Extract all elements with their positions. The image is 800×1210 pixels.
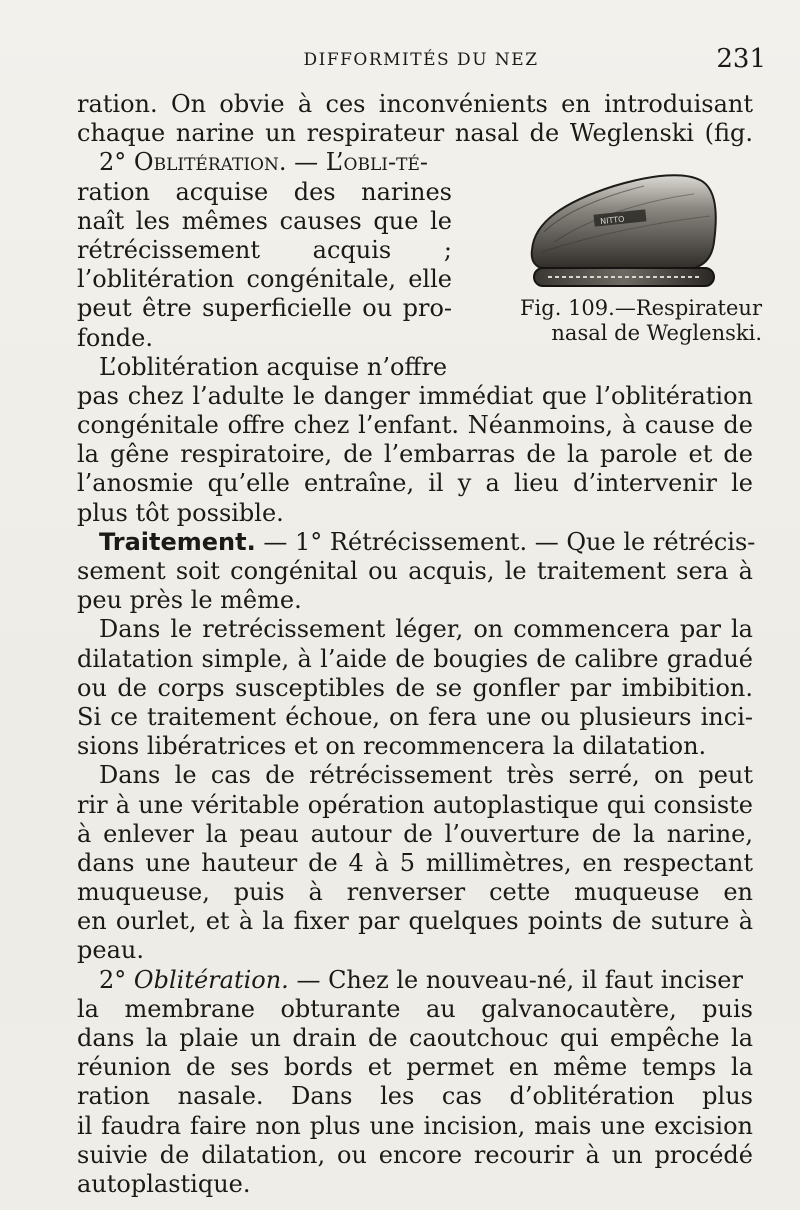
text-line: sions libératrices et on recommencera la dilatation. <box>77 732 707 761</box>
text-line: en ourlet, et à la fixer par quelques points de suture à <box>77 907 753 936</box>
text-line: à enlever la peau autour de l’ouverture de la narine, <box>77 819 753 848</box>
text-line: rétrécissement acquis ; <box>77 235 452 264</box>
text-line: dans une hauteur de 4 à 5 millimètres, en respectant <box>77 848 753 877</box>
text-line: muqueuse, puis à renverser cette muqueuse en <box>77 878 753 907</box>
text-line: congénitale offre chez l’enfant. Néanmoins, à cause de <box>77 411 753 440</box>
text-line: chaque narine un respirateur nasal de Weglenski (fig. <box>77 119 753 148</box>
text-line: Si ce traitement échoue, on fera une ou plusieurs inci- <box>77 702 753 731</box>
body-text <box>77 90 756 1199</box>
caption-line-1: Fig. 109.—Respirateur <box>519 296 762 320</box>
traitement-line: — 1° Rétrécissement. — Que le rétrécis- <box>263 527 756 556</box>
section-heading-obliteration: Oblitération. — L’obli-té- <box>133 148 428 177</box>
text-line: autoplastique. <box>77 1169 251 1198</box>
text-line: plus tôt possible. <box>77 498 284 527</box>
text-line: peut être superficielle ou pro- <box>77 294 452 323</box>
obliteration-line: — Chez le nouveau-né, il faut inciser <box>296 965 743 994</box>
text-line: la membrane obturante au galvanocautère, puis <box>77 994 753 1023</box>
section-heading-traitement: Traitement. <box>99 527 256 556</box>
text-line: naît les mêmes causes que le <box>77 206 452 235</box>
text-line: peu près le même. <box>77 586 302 615</box>
text-line: dans la plaie un drain de caoutchouc qui empêche la <box>77 1024 753 1052</box>
text-line: il faudra faire non plus une incision, mais une excision <box>77 1111 753 1140</box>
text-line: ration acquise des narines <box>77 177 452 206</box>
text-line <box>77 527 756 557</box>
running-title: DIFFORMITÉS DU NEZ <box>303 50 539 70</box>
text-line <box>77 148 474 177</box>
text-line: ou de corps susceptibles de se gonfler par imbibition. <box>77 673 753 702</box>
subsection-obliteration: Oblitération. <box>133 965 289 994</box>
text-line: l’anosmie qu’elle entraîne, il y a lieu d’intervenir le <box>77 469 753 498</box>
text-line <box>77 966 753 995</box>
text-line: L’oblitération acquise n’offre <box>99 352 448 381</box>
text-line: sement soit congénital ou acquis, le traitement sera à <box>77 557 753 585</box>
text-line: dilatation simple, à l’aide de bougies de calibre gradué <box>77 644 753 673</box>
text-line: suivie de dilatation, ou encore recourir à un procédé <box>77 1140 753 1169</box>
text-line: Dans le retrécissement léger, on commencera par la <box>99 615 753 644</box>
text-line: réunion de ses bords et permet en même temps la <box>77 1053 753 1082</box>
text-line: l’oblitération congénitale, elle <box>77 265 452 294</box>
text-line: Dans le cas de rétrécissement très serré, on peut <box>99 761 753 790</box>
text-line: pas chez l’adulte le danger immédiat que l’oblitération <box>77 381 753 410</box>
text-line: ration. On obvie à ces inconvénients en introduisant <box>77 90 753 118</box>
text-line: la gêne respiratoire, de l’embarras de la parole et de <box>77 440 753 469</box>
page-number: 231 <box>716 44 766 74</box>
text-line: fonde. <box>77 323 153 352</box>
text-line: ration nasale. Dans les cas d’oblitération plus <box>77 1082 753 1111</box>
device-stamp: NITTO <box>599 214 625 227</box>
page-header <box>76 46 766 76</box>
section-number: 2° <box>99 965 127 994</box>
section-number: 2° <box>99 148 127 177</box>
text-line: rir à une véritable opération autoplastique qui consiste <box>77 790 753 819</box>
text-line: peau. <box>77 936 144 965</box>
caption-line-2: nasal de Weglenski. <box>551 321 762 345</box>
